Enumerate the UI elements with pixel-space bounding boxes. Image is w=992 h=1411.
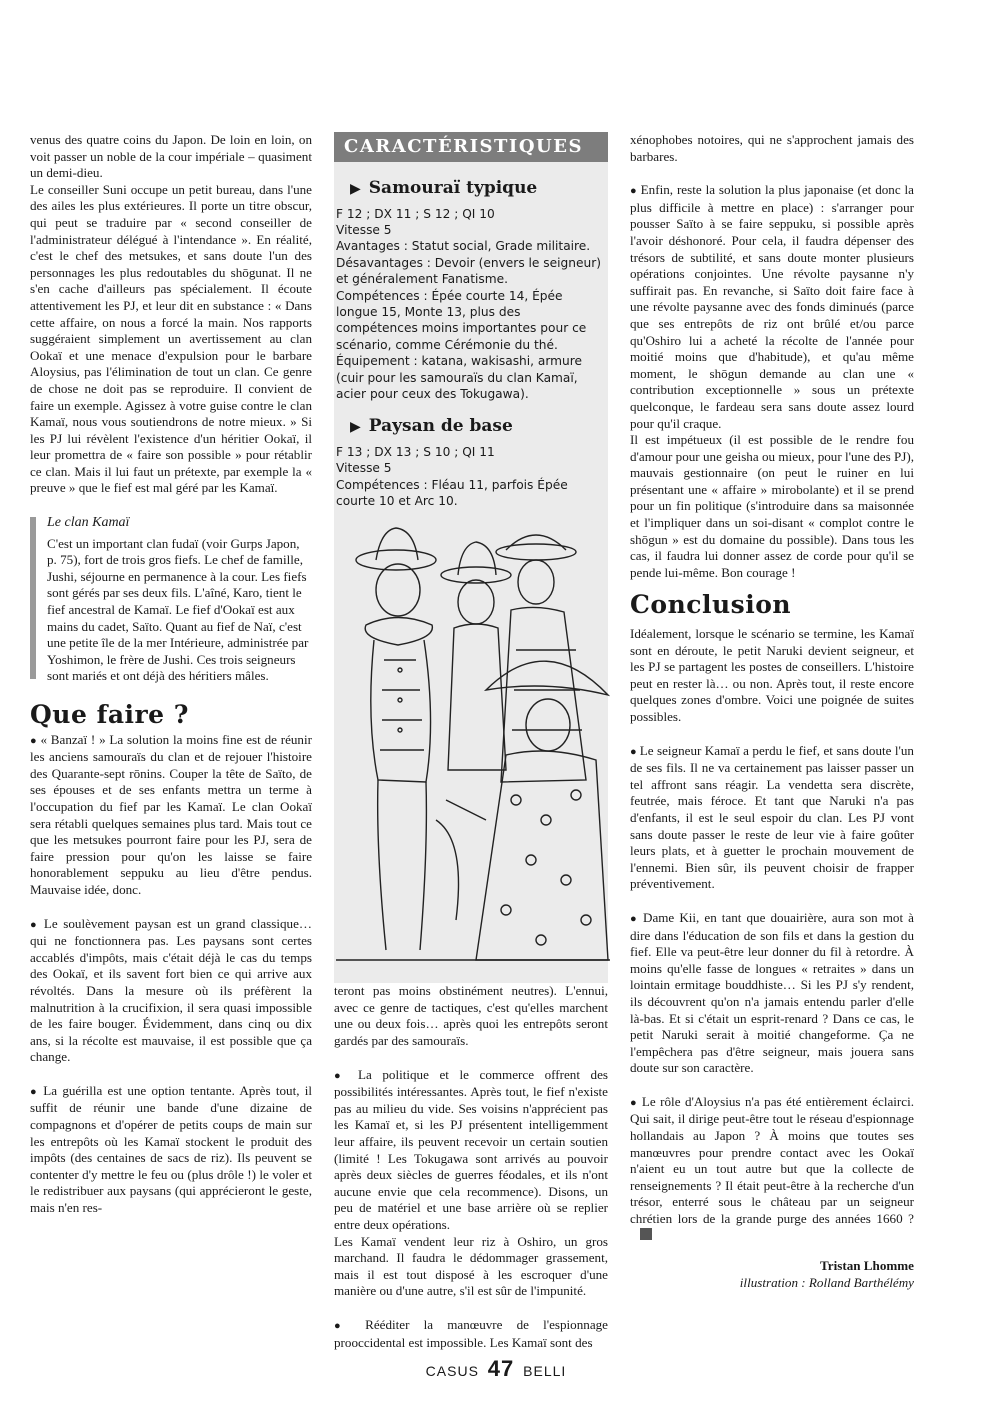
peasant-skills: Compétences : Fléau 11, parfois Épée courte 10 et Arc 10. [336,477,568,509]
peasant-title: Paysan de base [368,416,513,437]
characteristics-box-body [334,162,608,983]
bullet-paragraph: ● Le soulèvement paysan est un grand classique… qui ne fonctionnera pas. Les paysans sont certes accablés d'impôts, mais c'était déjà le cas du temps des Ookaï, et ils savent fort bien ce qui arrive aux révoltés. Dans la mesure où ils préfèrent la malnutrition à la crucifixion, il sera quasi impossible de les faire bouger. Évidemment, dans cinq ou dix ans, si la récolte est mauvaise, il est possible que ça change. [30,916,312,1066]
paragraph: teront pas moins obstinément neutres). L'ennui, avec ce genre de tactiques, c'est qu'elles marchent une ou deux fois… après quoi les entrepôts seront gardés par des samouraïs. [334,983,608,1049]
samurai-skills: Compétences : Épée courte 14, Épée longue 15, Monte 13, plus des compétences moins importantes pour ce scénario, comme Cérémonie du thé. [336,288,587,352]
bullet-paragraph: ● « Banzaï ! » La solution la moins fine est de réunir les anciens samouraïs du clan et de rejouer l'histoire des Quarante-sept rōnins. Couper la tête de Saïto, de ses épouses et de ses enfants mettra un terme à l'occupation du fief par les Kamaï. Le clan Ookaï sera rétabli quelques semaines plus tard. Mais tout ce que les metsukes pourront faire pour les PJ, sera de faire pression pour qu'on les laisse se faire honorablement seppuku au lieu d'être pendus. Mauvaise idée, donc. [30,732,312,899]
bullet-paragraph: ● La guérilla est une option tentante. Après tout, il suffit de réunir une bande d'une dizaine de compagnons et d'opérer de petits coups de main sur les entrepôts où les Kamaï stockent le produit des impôts (des centaines de sacs de riz). Ils peuvent se contenter d'y mettre le feu ou (plus drôle !) le voler et le redistribuer aux paysans (qui apprécieront le geste, mais n'en res- [30,1083,312,1217]
samurai-heading [350,180,604,198]
column-left [30,132,312,1217]
paragraph: Les Kamaï vendent leur riz à Oshiro, un gros marchand. Il faudra le dédommager grassement, mais il est tout disposé à les escroquer d'une manière ou d'une autre, s'il est sûr de l'impunité. [334,1233,608,1299]
sidebar-text: C'est un important clan fudaï (voir Gurps Japon, p. 75), fort de trois gros fiefs. Le chef de famille, Jushi, séjourne en permanence à la cour. Les fiefs sont gérés par ses deux fils. L'aîné, Karo, tient le fief ancestral de Kamaï. Le fief d'Ookaï est aux mains du cadet, Saïto. Quant au fief de Naï, c'est une petite île de la mer Intérieure, administrée par Yoshimon, le frère de Jushi. Ces trois seigneurs sont mariés et ont déjà des héritiers mâles. [47,535,309,684]
illustration-credit: illustration : Rolland Barthélémy [739,1274,914,1290]
sidebar-clan-kamai [30,515,312,685]
illustration [336,520,610,965]
footer-brand-right: BELLI [523,1363,567,1379]
sidebar-bar [30,517,36,679]
samurai-stats: F 12 ; DX 11 ; S 12 ; QI 10 [336,206,495,221]
bullet-paragraph: ● Enfin, reste la solution la plus japonaise (et donc la plus difficile à mettre en place) : s'arranger pour pousser Saïto à se faire seppuku, si possible après l'avoir déshonoré. Pour cela, il faudra dépenser des trésors de subtilité, et sans doute monter plusieurs opérations conjointes. Une révolte paysanne n'y suffirait pas. En revanche, si Saïto doit faire face à une révolte paysanne avec des fonds diminués (parce que ses entrepôts de riz ont brûlé et/ou parce qu'Oshiro lui a acheté la récolte de l'année pour moitié moins que d'habitude), et qu'au même moment, le shōgun demande au clan une « contribution exceptionnelle » sous un prétexte quelconque, le fardeau sera sans doute assez lourd pour qu'il craque. [630,182,914,432]
end-mark-icon [640,1228,652,1240]
characteristics-box-title: CARACTÉRISTIQUES [334,132,608,162]
samurai-advantages: Avantages : Statut social, Grade militaire. [336,239,591,254]
section-heading-conclusion: Conclusion [630,590,792,620]
bullet-paragraph: ● Dame Kii, en tant que douairière, aura son mot à dire dans l'éducation de son fils et dans la gestion du fief. Elle va peut-être leur donner du fil à retordre. À moins qu'elle fasse de longues « retraites » dans un lointain ermitage bouddhiste… Si les PJ s'y rendent, ils découvrent qu'on n'a jamais entendu parler d'elle là-bas. Et si c'était un esprit-renard ? Dans ce cas, le petit Naruki serait à moitié changeforme. Ça ne l'empêchera pas d'être seigneur, mais jouera sans doute sur son caractère. [630,910,914,1077]
paragraph: venus des quatre coins du Japon. De loin en loin, on voit passer un noble de la cour impériale – quasiment un demi-dieu. [30,132,312,181]
footer-brand-left: CASUS [425,1363,479,1379]
bullet-paragraph [630,1094,914,1244]
samurai-disadvantages: Désavantages : Devoir (envers le seigneur) et généralement Fanatisme. [336,255,601,287]
samurai-title: Samouraï typique [368,178,538,198]
signature-block [630,1258,914,1291]
column-middle [334,132,608,1351]
peasant-speed: Vitesse 5 [336,461,392,476]
characteristics-box [334,132,608,983]
paragraph: Idéalement, lorsque le scénario se termine, les Kamaï sont en déroute, le petit Naruki devient seigneur, et les PJ se partagent les postes de conseillers. L'histoire peut en rester là… ou non. Après tout, il reste encore quelques zones d'ombre. Voici une poignée de suites possibles. [630,626,914,724]
peasant-stats: F 13 ; DX 13 ; S 10 ; QI 11 [336,445,495,460]
peasant-heading [350,418,604,436]
paragraph: Il est impétueux (il est possible de le rendre fou d'amour pour une geisha ou mieux, pour l'une des PJ), mauvais gestionnaire (on peut le ruiner en lui présentant une « affaire » mirobolante) et il se prend pour un fin politique (s'introduire dans sa maisonnée et l'impliquer dans un soi-disant « complot contre le shōgun » est du domaine du possible). Dans tous les cas, il faudra lui donner assez de corde pour qu'il se pende lui-même. Bon courage ! [630,432,914,580]
page-footer [0,1356,992,1382]
paragraph: xénophobes notoires, qui ne s'approchent jamais des barbares. [630,132,914,164]
page-number: 47 [487,1356,515,1381]
samurai-equipment: Équipement : katana, wakisashi, armure (cuir pour les samouraïs du clan Kamaï, acier pour ceux des Tokugawa). [336,354,583,402]
paragraph: Le conseiller Suni occupe un petit bureau, dans l'une des ailes les plus extérieures. Il porte un titre obscur, qui peut se traduire par « second conseiller de l'administrateur délégué à l'intendance ». En réalité, c'est le chef des metsukes, et sans doute l'un des personnages les plus redoutables du shōgunat. Il ne s'en cache d'ailleurs pas spécialement. Il écoute attentivement les PJ, et leur dit en substance : « Dans cette affaire, on nous a forcé la main. Nos rapports suggéraient simplement un avertissement au clan Ookaï et une menace d'expulsion pour le barbare Aloysius, pas l'élimination de tout un clan. Ce genre de chose ne doit pas se reproduire. Il convient de faire un exemple. Agissez à votre guise contre le clan Kamaï, nous vous soutiendrons de notre mieux. » Si les PJ lui révèlent l'existence d'un héritier Ookaï, il leur promettra de « faire son possible » pour rétablir ce clan. Mais il lui faut un prétexte, par exemple la « preuve » que le fief est mal géré par les Kamaï. [30,181,312,496]
bullet-text: Le rôle d'Aloysius n'a pas été entièrement éclairci. Qui sait, il dirige peut-être tout le réseau d'espionnage hollandais au Japon ? À moins que toutes ses manœuvres pour prendre contact avec les Ookaï n'aient eu un tout autre but que la collecte de renseignements ? Il était peut-être à la recherche d'un trésor, enterré sous le château par un seigneur chrétien lors de la grande purge des années 1660 ? [630,1093,914,1227]
triangle-right-icon: ▶ [350,181,361,197]
sidebar-title: Le clan Kamaï [47,515,130,531]
author: Tristan Lhomme [820,1258,914,1274]
bullet-paragraph: ● Rééditer la manœuvre de l'espionnage prooccidental est impossible. Les Kamaï sont des [334,1317,608,1351]
samurai-speed: Vitesse 5 [336,223,392,237]
triangle-right-icon: ▶ [350,419,361,436]
bullet-paragraph: ● La politique et le commerce offrent des possibilités intéressantes. Après tout, le fief n'existe pas au milieu du vide. Ses voisins n'apprécient pas les Kamaï et, si les PJ présentent intelligemment leur affaire, ils peuvent recevoir un certain soutien (limité ! Les Tokugawa sont arrivés au pouvoir après deux siècles de guerres féodales, et ils n'ont aucune envie que cela recommence). Disons, un peu de matériel et une base arrière où se replier entre deux opérations. [334,1067,608,1234]
column-right [630,132,914,1291]
bullet-paragraph: ● Le seigneur Kamaï a perdu le fief, et sans doute l'un de ses fils. Il ne va certainement pas laisser passer un tel affront sans réagir. La vendetta sera discrète, feutrée, mais féroce. Et tant que Naruki n'a pas d'enfants, il est le seul espoir du clan. Les PJ vont sans doute passer le reste de leur vie à faire goûter leurs plats, et à guetter le prochain mouvement de l'ennemi. Bien sûr, ils peuvent choisir de frapper préventivement. [630,743,914,893]
section-heading-que-faire: Que faire ? [30,700,189,729]
